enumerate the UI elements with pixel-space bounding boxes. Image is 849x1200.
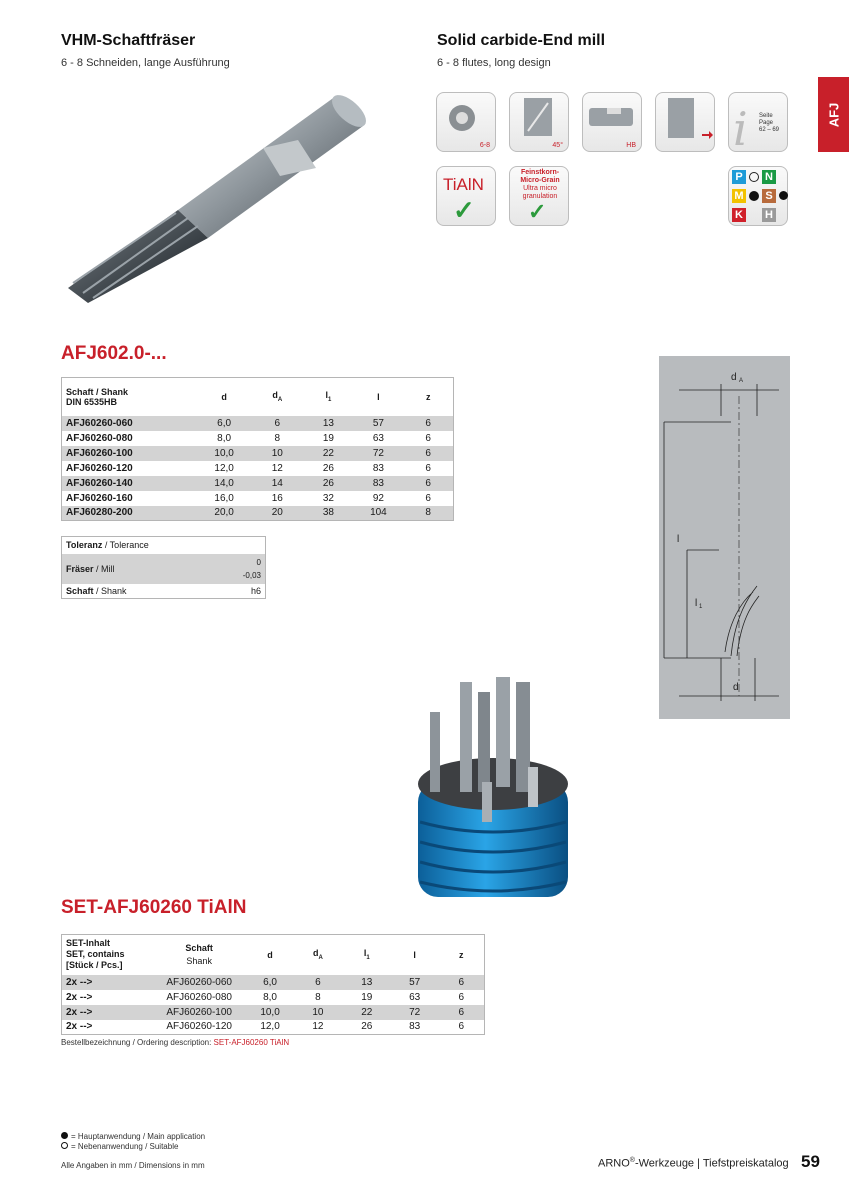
- check-icon: ✓: [453, 195, 475, 225]
- table-cell: 26: [361, 1021, 373, 1033]
- table-cell: 8,0: [263, 991, 277, 1003]
- table-cell: AFJ60260-120: [66, 462, 133, 474]
- table-cell: 6: [403, 416, 453, 431]
- table-cell: 10,0: [197, 446, 251, 461]
- material-s: S: [762, 189, 776, 203]
- table-cell: 20,0: [197, 506, 251, 521]
- table-cell: 22: [303, 446, 353, 461]
- table-cell: 6: [403, 446, 453, 461]
- page-ref-line2: 62 – 69: [759, 127, 780, 133]
- table-cell: 38: [303, 506, 353, 521]
- material-m: M: [732, 189, 746, 203]
- svg-text:1: 1: [699, 604, 703, 610]
- page-number: 59: [801, 1152, 820, 1171]
- end-mill-image: [58, 88, 378, 313]
- table-cell: 6: [425, 432, 431, 444]
- title-en: Solid carbide-End mill: [437, 32, 606, 49]
- table-cell: 13: [343, 975, 391, 990]
- table-cell: AFJ60260-060: [62, 416, 198, 431]
- svg-text:i: i: [733, 102, 748, 153]
- catalog-name: ARNO®-Werkzeuge | Tiefstpreiskatalog: [598, 1157, 789, 1170]
- flutes-icon: 6-8: [436, 92, 496, 152]
- table-cell: 72: [391, 1005, 439, 1020]
- table-cell: 83: [372, 462, 384, 474]
- tolerance-table: Toleranz / Tolerance Fräser / Mill 0 -0,03 Schaft / Shank h6: [61, 536, 266, 599]
- subtitle-de: 6 - 8 Schneiden, lange Ausführung: [61, 57, 230, 69]
- table-cell: 8,0: [217, 432, 232, 444]
- material-groups-icon: [728, 166, 788, 226]
- material-k: K: [732, 208, 746, 222]
- table-cell: 2x -->: [62, 1005, 152, 1020]
- svg-text:l: l: [677, 534, 680, 545]
- table-cell: 6: [439, 975, 485, 990]
- table-cell: 6: [403, 476, 453, 491]
- open-circle-icon: [61, 1142, 68, 1149]
- product1-table: Schaft / Shank DIN 6535HB d $d_A$ $l_1$ l z AFJ60260-060 6,0 6 13 57 6 AFJ60260-080 8,0 8 19 63 6 AFJ60260-100 10,0 10 22 72 6 AFJ60260-120 12,0 12 26 83 6 AFJ60260-140 14,0 14 26 83 6 AFJ60260-160 16,0 16 32 92 6 AFJ60280-200 20,0 20 38 104 8: [61, 377, 454, 521]
- table-cell: 6: [425, 492, 431, 504]
- check-icon: ✓: [528, 199, 547, 224]
- table-cell: 6: [293, 975, 343, 990]
- table-cell: 6: [458, 1021, 465, 1033]
- table-cell: AFJ60260-080: [66, 432, 133, 444]
- product2-table: SET-Inhalt SET, contains [Stück / Pcs.] Schaft Shank d $d_A$ $l_1$ l z 2x --> AFJ60260-060 6,0 6 13 57 6 2x --> AFJ60260-080 8,0 8 19 63 6 2x --> AFJ60260-100 10,0 10 22 72 6 2x --> AFJ60260-120 12,0 12 26 83 6: [61, 934, 485, 1035]
- legend-suitable: = Nebenanwendung / Suitable: [61, 1142, 178, 1151]
- table-row: [62, 431, 454, 446]
- material-h: H: [762, 208, 776, 222]
- table-cell: AFJ60260-140: [62, 476, 198, 491]
- long-design-icon: [655, 92, 715, 152]
- micro-grain-icon: Feinstkorn- Micro-Grain Ultra micro granulation ✓: [509, 166, 569, 226]
- table-cell: 12,0: [260, 1021, 280, 1033]
- svg-text:A: A: [739, 378, 744, 384]
- table-cell: AFJ60260-100: [151, 1005, 247, 1020]
- table-cell: 19: [322, 432, 334, 444]
- table-cell: 26: [303, 476, 353, 491]
- table-cell: 83: [353, 476, 403, 491]
- filled-circle-icon: [61, 1132, 68, 1139]
- table-cell: 32: [322, 492, 334, 504]
- table-cell: 13: [303, 416, 353, 431]
- section-tab: AFJ: [818, 77, 849, 152]
- table-row: [62, 975, 485, 990]
- set-container-image: [410, 672, 575, 912]
- material-n: N: [762, 170, 776, 184]
- table-cell: 22: [343, 1005, 391, 1020]
- table-row: [62, 1020, 485, 1035]
- table-cell: 2x -->: [66, 1021, 93, 1033]
- product1-title: AFJ602.0-...: [61, 343, 167, 364]
- helix-angle-icon: 45°: [509, 92, 569, 152]
- table-cell: 10: [293, 1005, 343, 1020]
- table-cell: 12: [271, 462, 283, 474]
- table-cell: AFJ60260-060: [151, 975, 247, 990]
- table-cell: 6: [425, 462, 431, 474]
- table-cell: AFJ60260-160: [66, 492, 133, 504]
- table-cell: 6,0: [197, 416, 251, 431]
- table-cell: 16: [271, 492, 283, 504]
- table-cell: 19: [361, 991, 373, 1003]
- table-cell: 92: [372, 492, 384, 504]
- table-cell: 12: [312, 1021, 324, 1033]
- table-cell: 104: [353, 506, 403, 521]
- table-cell: 2x -->: [66, 991, 93, 1003]
- table-cell: 8: [274, 432, 281, 444]
- table-cell: 14,0: [197, 476, 251, 491]
- table-cell: AFJ60260-120: [166, 1021, 232, 1033]
- svg-text:d: d: [731, 372, 737, 383]
- svg-text:l: l: [695, 598, 698, 609]
- table-cell: 14: [251, 476, 303, 491]
- table-cell: 10,0: [247, 1005, 293, 1020]
- table-cell: AFJ60260-100: [62, 446, 198, 461]
- table-row: [62, 506, 454, 521]
- dimensions-note: Alle Angaben in mm / Dimensions in mm: [61, 1161, 205, 1170]
- table-cell: 2x -->: [62, 975, 152, 990]
- table-cell: AFJ60260-080: [166, 991, 232, 1003]
- table-cell: 8: [403, 506, 453, 521]
- table-cell: 8: [315, 991, 321, 1003]
- table-cell: 12,0: [214, 462, 234, 474]
- ordering-description: Bestellbezeichnung / Ordering description: SET-AFJ60260 TiAlN: [61, 1038, 290, 1047]
- shank-type-icon: HB: [582, 92, 642, 152]
- product2-title: SET-AFJ60260 TiAlN: [61, 897, 247, 918]
- title-de: VHM-Schaftfräser: [61, 32, 196, 49]
- table-cell: AFJ60280-200: [62, 506, 198, 521]
- technical-drawing: [659, 356, 790, 719]
- table-row: [62, 416, 454, 431]
- svg-text:d: d: [733, 682, 739, 693]
- table-row: [62, 491, 454, 506]
- table-cell: 83: [409, 1021, 421, 1033]
- table-cell: 6: [439, 1005, 485, 1020]
- table-cell: 63: [372, 432, 384, 444]
- table-cell: 6,0: [247, 975, 293, 990]
- table-cell: 72: [353, 446, 403, 461]
- table-row: [62, 1005, 485, 1020]
- legend-main: = Hauptanwendung / Main application: [61, 1132, 205, 1141]
- table-row: [62, 990, 485, 1005]
- table-row: [62, 446, 454, 461]
- table-cell: 20: [251, 506, 303, 521]
- table-cell: 57: [391, 975, 439, 990]
- material-p: P: [732, 170, 746, 184]
- table-cell: 63: [409, 991, 421, 1003]
- table-cell: 6: [251, 416, 303, 431]
- page-ref-line1: Seite Page: [759, 113, 774, 126]
- subtitle-en: 6 - 8 flutes, long design: [437, 57, 551, 69]
- table-row: [62, 461, 454, 476]
- table-row: [62, 476, 454, 491]
- table-cell: 57: [353, 416, 403, 431]
- table-cell: 6: [458, 991, 465, 1003]
- coating-icon: TiAlN ✓: [436, 166, 496, 226]
- info-icon: [728, 92, 788, 152]
- table-cell: 26: [322, 462, 334, 474]
- table-cell: 16,0: [214, 492, 234, 504]
- table-cell: 10: [251, 446, 303, 461]
